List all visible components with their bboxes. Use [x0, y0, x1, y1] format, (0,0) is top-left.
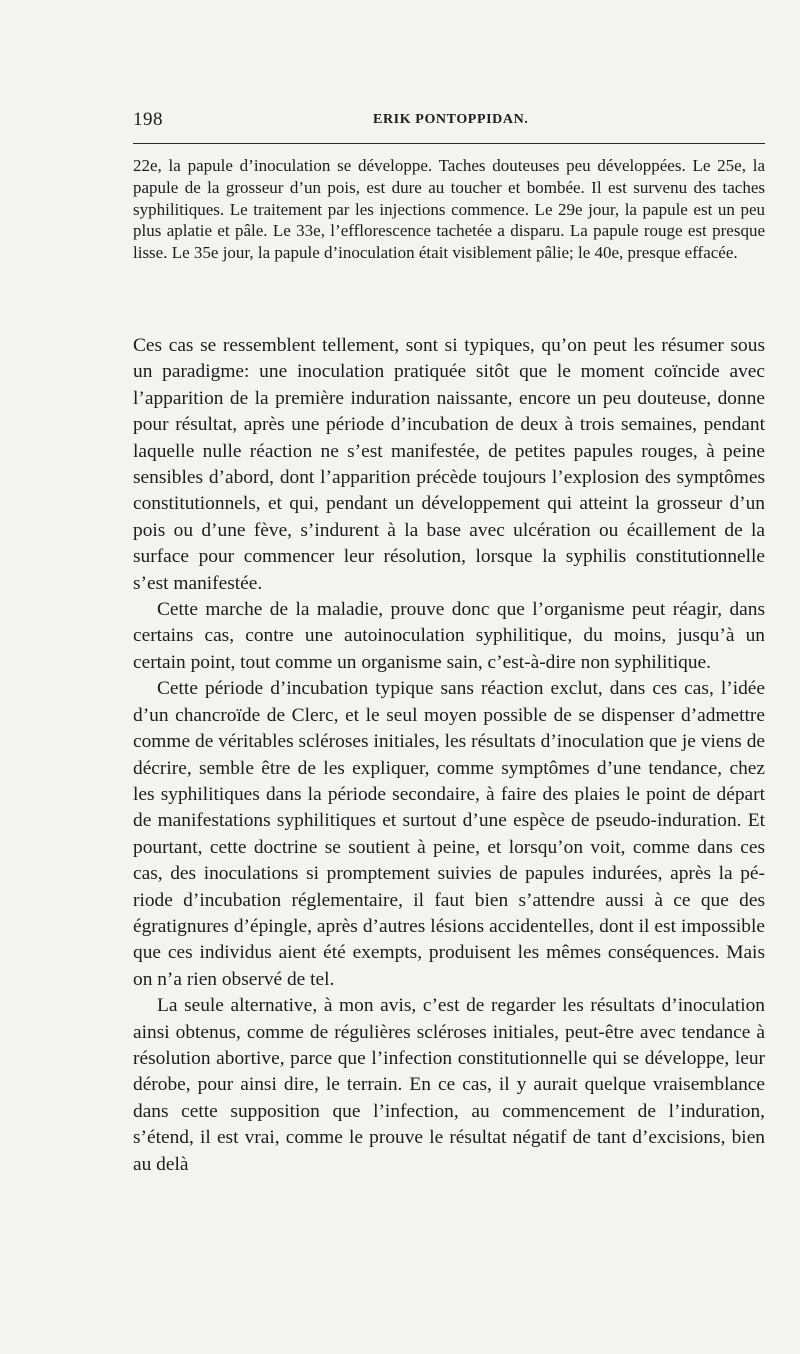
- body-text: [133, 333, 765, 1178]
- header-rule: [133, 143, 765, 144]
- case-notes-text: 22e, la papule d’inoculation se développe. Taches douteuses peu développées. Le 25e, la papule de la grosseur d’un pois, est dure au toucher et bombée. Il est survenu des taches syphilitiques. Le traitement par les injections commence. Le 29e jour, la papule est un peu plus aplatie et pâle. Le 33e, l’efflorescence tachetée a disparu. La papule rouge est presque lisse. Le 35e jour, la papule d’inoculation était visiblement pâlie; le 40e, presque effacée.: [133, 156, 765, 263]
- running-head: ERIK PONTOPPIDAN.: [373, 112, 529, 127]
- page-header: [133, 105, 765, 139]
- case-notes-paragraph: [133, 155, 765, 264]
- paragraph-1: Ces cas se ressemblent tellement, sont si typiques, qu’on peut les résumer sous un paradigme: une inoculation pratiquée sitôt que le moment coïncide avec l’apparition de la première induration naissante, encore un peu douteuse, donne pour résultat, après une période d’incubation de deux à trois semaines, pendant laquelle nulle réaction ne s’est manifestée, de petites papules rouges, à peine sensibles d’abord, dont l’apparition précède toujours l’explosion des symptômes constitutionnels, et qui, pendant un développement qui atteint la grosseur d’un pois ou d’une fève, s’indurent à la base avec ulcération ou écaillement de la surface pour commencer leur résolution, lorsque la syphilis constitutionnelle s’est manifestée.: [133, 335, 765, 594]
- paragraph-4: La seule alternative, à mon avis, c’est de regarder les résultats d’inoculation ainsi obtenus, comme de régulières scléroses initiales, peut-être avec tendance à résolution abortive, parce que l’infection constitutionnelle qui se développe, leur dérobe, pour ainsi dire, le terrain. En ce cas, il y aurait quelque vraisemblance dans cette supposition que l’infection, au commencement de l’induration, s’étend, il est vrai, comme le prouve le résultat négatif de tant d’excisions, bien au delà: [133, 995, 765, 1175]
- page-number: 198: [133, 109, 163, 130]
- paragraph-2: Cette marche de la maladie, prouve donc que l’organisme peut réagir, dans certains cas, contre une autoinoculation syphilitique, du moins, jusqu’à un certain point, tout comme un organisme sain, c’est-à-dire non syphilitique.: [133, 599, 765, 673]
- paragraph-3: Cette période d’incubation typique sans réaction exclut, dans ces cas, l’idée d’un chancroïde de Clerc, et le seul moyen possible de se dispenser d’admettre comme de véritables scléroses initiales, les résultats d’inoculation que je viens de décrire, semble être de les expliquer, comme symptômes d’une tendance, chez les syphilitiques dans la période secondaire, à faire des plaies le point de départ de manifestations syphilitiques et surtout d’une espèce de pseudo-induration. Et pourtant, cette doctrine se soutient à peine, et lorsqu’on voit, comme dans ces cas, des inoculations si promptement suivies de papules indurées, après la période d’incubation réglementaire, il faut bien s’attendre aussi à ce que des égratignures d’épingle, après d’autres lésions accidentelles, dont il est impossible que ces individus aient été exempts, produisent les mêmes conséquences. Mais on n’a rien observé de tel.: [133, 678, 765, 990]
